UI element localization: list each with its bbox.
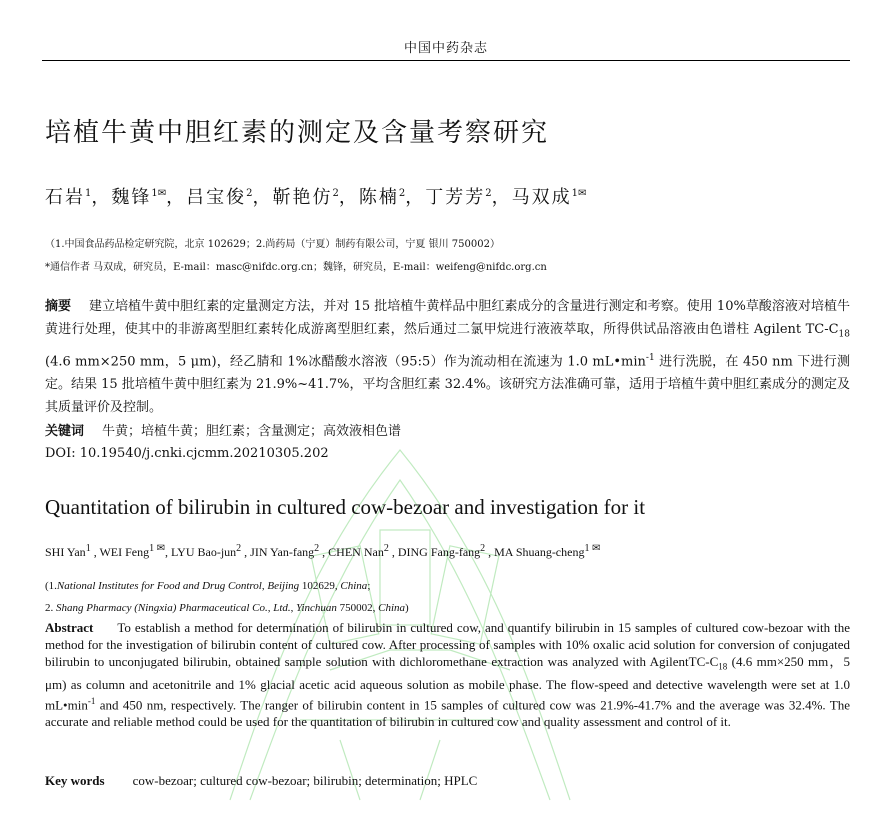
affil-institution: National Institutes for Food and Drug Control xyxy=(56,580,262,592)
superscript: -1 xyxy=(645,352,655,363)
author-sep: ， xyxy=(405,187,426,208)
authors-en xyxy=(45,543,600,560)
author-cn-affil: 2 xyxy=(332,188,339,199)
keywords-en-label: Key words xyxy=(45,773,105,788)
author-cn: 魏锋 xyxy=(111,187,152,208)
keywords-cn-label: 关键词 xyxy=(45,424,85,439)
affiliation-en-2 xyxy=(45,602,409,614)
author-en-affil: 2 xyxy=(480,543,486,554)
affil-text: ) xyxy=(405,602,409,614)
affiliation-en-1 xyxy=(45,580,370,592)
affil-text: (1. xyxy=(45,580,57,592)
author-en: JIN Yan-fang xyxy=(250,545,315,559)
abstract-cn xyxy=(45,295,850,419)
abstract-en-text: and 450 nm, respectively. The ranger of bilirubin content in 15 samples of cultured cow was 21.9%-41.7% and the average was 32.4%. The accurate and reliable method could be used for the quantitation of bilirubin in cultured cow and quality assessment and control of it. xyxy=(45,696,850,729)
author-sep: , xyxy=(388,545,398,559)
author-en: LYU Bao-jun xyxy=(171,545,237,559)
keywords-en xyxy=(45,773,477,789)
author-en-affil: 2 xyxy=(383,543,389,554)
keywords-cn xyxy=(45,420,401,439)
affil-country: China xyxy=(378,602,406,614)
author-en: CHEN Nan xyxy=(328,545,384,559)
subscript: 18 xyxy=(718,661,728,672)
affil-institution: Shang Pharmacy (Ningxia) Pharmaceutical Co., Ltd. xyxy=(56,602,291,614)
author-cn-affil: 1✉ xyxy=(571,188,587,199)
keywords-en-text: cow-bezoar; cultured cow-bezoar; bilirubin; determination; HPLC xyxy=(132,773,478,788)
author-sep: ， xyxy=(252,187,273,208)
author-cn-affil: 2 xyxy=(398,188,406,199)
title-en: Quantitation of bilirubin in cultured cow-bezoar and investigation for it xyxy=(45,495,646,519)
doi: DOI: 10.19540/j.cnki.cjcmm.20210305.202 xyxy=(45,446,329,461)
author-en: MA Shuang-cheng xyxy=(494,545,585,559)
author-en: WEI Feng xyxy=(99,545,150,559)
affil-city: Yinchuan xyxy=(296,602,337,614)
author-cn: 马双成 xyxy=(511,187,572,208)
abstract-cn-text: 建立培植牛黄中胆红素的定量测定方法，并对 15 批培植牛黄样品中胆红素成分的含量进行测定和考察。使用 10%草酸溶液对培植牛黄进行处理，使其中的非游离型胆红素转化成游离型胆红素，然后通过二氯甲烷进行液液萃取，所得供试品溶液由色谱柱 Agilent TC-C xyxy=(45,299,850,337)
author-cn: 石岩 xyxy=(45,187,85,208)
journal-header: 中国中药杂志 xyxy=(403,41,488,56)
corresponding-author-cn: *通信作者 马双成，研究员，E-mail：masc@nifdc.org.cn；魏锋，研究员，E-mail：weifeng@nifdc.org.cn xyxy=(45,262,547,273)
subscript: 18 xyxy=(838,329,850,340)
abstract-en-text: To establish a method for determination of bilirubin in cultured cow, and quantify bilirubin in 15 samples of cultured cow-bezoar with the method for the investigation of bilirubin content of cultured cow. After processing of samples with 10% oxalic acid solution for conversion of conjugated bilirubin to unconjugated bilirubin, obtained sample solution with dichloromethane extraction was analyzed with AgilentTC-C xyxy=(45,620,850,669)
abstract-cn-label: 摘要 xyxy=(45,299,72,314)
author-cn: 丁芳芳 xyxy=(425,187,486,208)
affil-text: 750002, xyxy=(336,602,379,614)
author-en-affil: 2 xyxy=(236,543,242,554)
author-sep: , xyxy=(241,545,251,559)
author-cn: 靳艳仿 xyxy=(272,187,333,208)
abstract-en xyxy=(45,619,850,730)
author-sep: , xyxy=(90,545,100,559)
author-sep: ， xyxy=(491,187,512,208)
author-cn-affil: 2 xyxy=(246,188,253,199)
author-en-affil: 1 xyxy=(85,543,91,554)
affil-text: 102629, xyxy=(299,580,341,592)
affil-city: Beijing xyxy=(267,580,300,592)
author-sep: , xyxy=(319,545,329,559)
author-en-affil: 2 xyxy=(314,543,320,554)
affil-text: ; xyxy=(367,580,371,592)
title-cn: 培植牛黄中胆红素的测定及含量考察研究 xyxy=(45,118,550,148)
header-rule xyxy=(42,60,850,61)
affil-text: , xyxy=(290,602,297,614)
authors-cn xyxy=(45,183,586,209)
author-cn-affil: 1✉ xyxy=(151,188,167,199)
affil-text: , xyxy=(261,580,268,592)
author-en: SHI Yan xyxy=(45,545,86,559)
author-sep: , xyxy=(485,545,495,559)
affil-country: China xyxy=(340,580,368,592)
affiliations-cn: （1.中国食品药品检定研究院，北京 102629；2.尚药局（宁夏）制药有限公司，宁夏 银川 750002） xyxy=(45,239,500,250)
author-cn: 吕宝俊 xyxy=(186,187,247,208)
author-cn: 陈楠 xyxy=(358,187,399,208)
author-sep: ， xyxy=(91,187,112,208)
author-cn-affil: 2 xyxy=(485,188,492,199)
affil-text: 2. xyxy=(45,602,56,614)
abstract-en-text: (4.6 mm×250 mm，5 μm) as column and acetonitrile and 1% glacial acetic acid aqueous solution as mobile phase. The flow-speed and detective wavelength were set at 1.0 mL•min xyxy=(45,654,851,712)
abstract-cn-text: (4.6 mm×250 mm，5 μm)，经乙腈和 1%冰醋酸水溶液（95:5）作为流动相在流速为 1.0 mL•min xyxy=(45,353,646,369)
author-sep: , xyxy=(165,545,172,559)
abstract-cn-text: 进行洗脱，在 450 nm 下进行测定。结果 15 批培植牛黄中胆红素为 21.9%~41.7%，平均含胆红素 32.4%。该研究方法准确可靠，适用于培植牛黄中胆红素成分的测定及其质量评价及控制。 xyxy=(45,353,850,415)
author-cn-affil: 1 xyxy=(85,188,92,199)
abstract-en-label: Abstract xyxy=(45,620,94,635)
author-sep: ， xyxy=(166,187,187,208)
author-sep: ， xyxy=(338,187,359,208)
author-en-affil: 1 ✉ xyxy=(149,543,166,554)
superscript: -1 xyxy=(87,695,96,706)
keywords-cn-text: 牛黄；培植牛黄；胆红素；含量测定；高效液相色谱 xyxy=(102,424,402,439)
author-en: DING Fang-fang xyxy=(397,545,481,559)
author-en-affil: 1 ✉ xyxy=(584,543,601,554)
